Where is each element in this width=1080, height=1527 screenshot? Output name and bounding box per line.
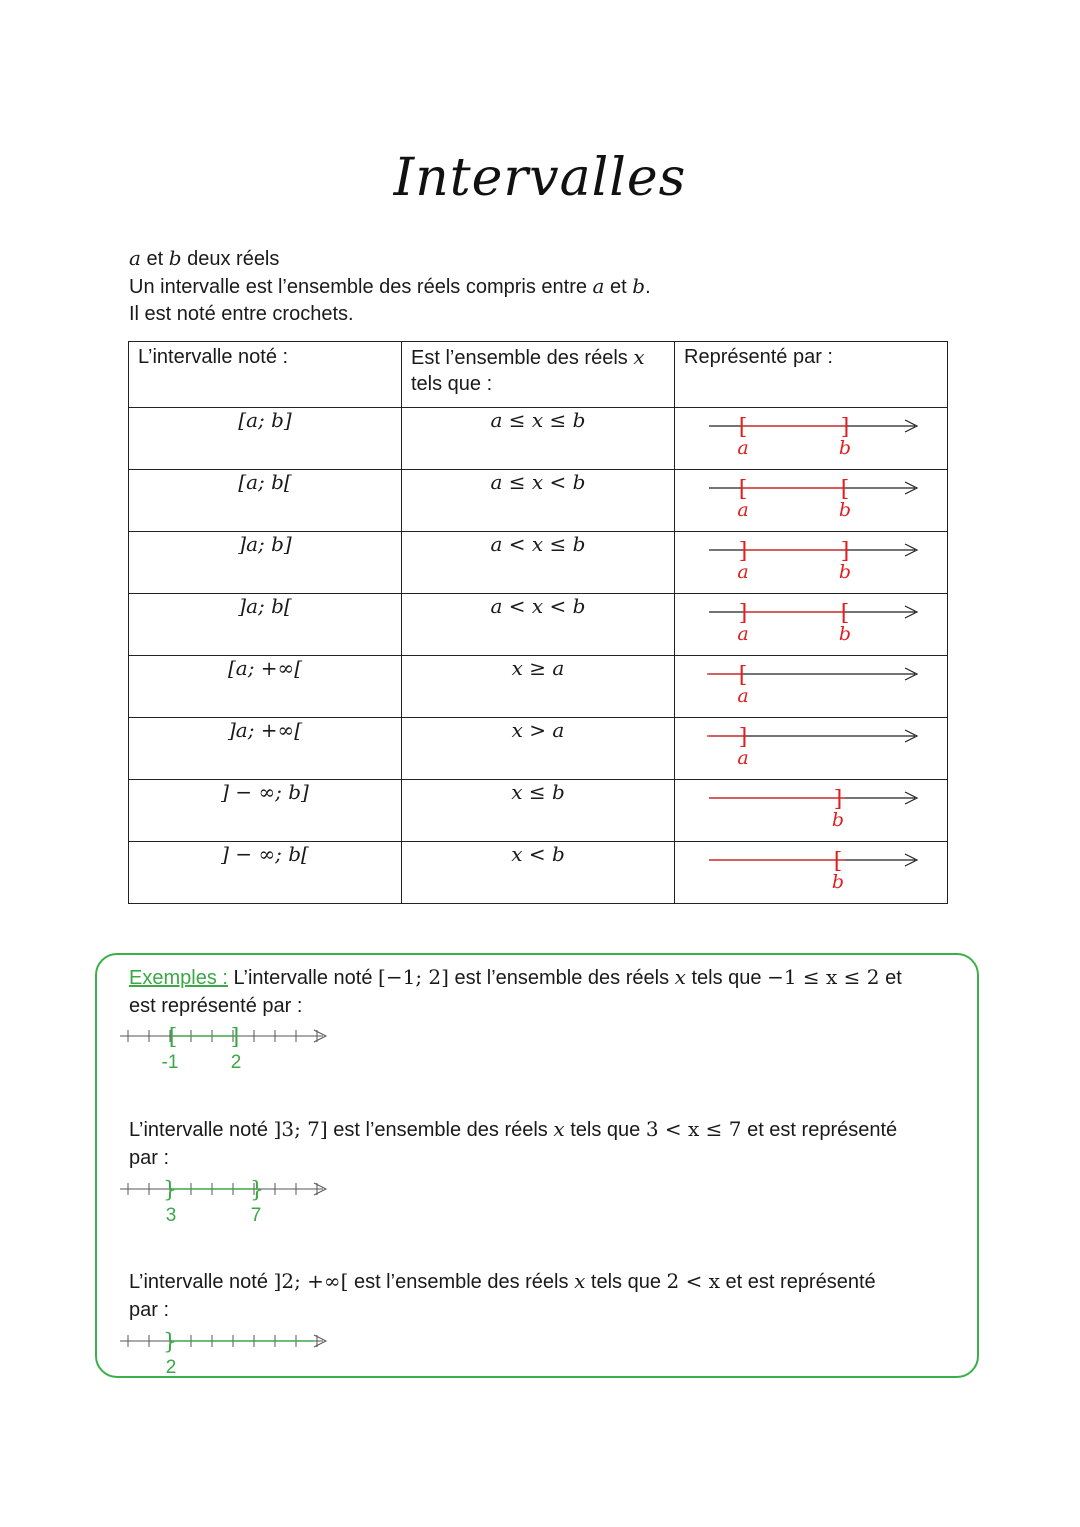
interval-representation bbox=[675, 656, 948, 718]
label-a: a bbox=[737, 437, 749, 459]
intro-line-2: Un intervalle est l’ensemble des réels compris entre a et b. bbox=[129, 274, 651, 298]
example-3-number-line bbox=[118, 1327, 338, 1379]
label-a: a bbox=[737, 561, 749, 583]
interval-condition: a < x < b bbox=[402, 594, 675, 656]
ex2-label-left: 3 bbox=[165, 1205, 177, 1226]
intro-line-1: a et b deux réels bbox=[129, 246, 280, 270]
interval-representation bbox=[675, 842, 948, 904]
bracket-mark: [ bbox=[840, 601, 850, 626]
table-row bbox=[129, 532, 948, 594]
label-a: a bbox=[737, 499, 749, 521]
interval-condition: x < b bbox=[402, 842, 675, 904]
interval-notation: ] − ∞; b] bbox=[129, 780, 402, 842]
interval-condition: x > a bbox=[402, 718, 675, 780]
table-row bbox=[129, 594, 948, 656]
ex1-label-right: 2 bbox=[230, 1052, 242, 1073]
bracket-mark: ] bbox=[840, 539, 850, 564]
interval-condition: a < x ≤ b bbox=[402, 532, 675, 594]
bracket-mark: ] bbox=[738, 539, 748, 564]
examples-heading: Exemples : bbox=[129, 967, 228, 989]
label-b: b bbox=[838, 623, 852, 645]
number-line bbox=[675, 780, 947, 840]
example-1-number-line bbox=[118, 1022, 338, 1074]
bracket-mark: ] bbox=[840, 415, 850, 440]
number-line bbox=[675, 594, 947, 654]
bracket-mark: ] bbox=[833, 787, 843, 812]
interval-notation: [a; b] bbox=[129, 408, 402, 470]
label-b: b bbox=[831, 809, 845, 831]
table-row bbox=[129, 718, 948, 780]
ex1-label-left: -1 bbox=[161, 1052, 179, 1073]
ex2-label-right: 7 bbox=[250, 1205, 262, 1226]
label-b: b bbox=[838, 437, 852, 459]
label-b: b bbox=[838, 561, 852, 583]
bracket-mark: ] bbox=[230, 1025, 240, 1050]
bracket-mark: [ bbox=[840, 477, 850, 502]
example-2-text: L’intervalle noté ]3; 7] est l’ensemble des réels x tels que 3 < x ≤ 7 et est représenté par : bbox=[129, 1117, 898, 1169]
intro-line-3: Il est noté entre crochets. bbox=[129, 303, 354, 325]
bracket-mark: } bbox=[163, 1178, 177, 1203]
ex3-label-left: 2 bbox=[165, 1357, 177, 1378]
number-line bbox=[675, 470, 947, 530]
interval-condition: x ≤ b bbox=[402, 780, 675, 842]
table-row bbox=[129, 842, 948, 904]
table-row bbox=[129, 408, 948, 470]
page-title: Intervalles bbox=[393, 148, 687, 208]
interval-condition: a ≤ x < b bbox=[402, 470, 675, 532]
number-line bbox=[675, 408, 947, 468]
interval-representation bbox=[675, 408, 948, 470]
bracket-mark: [ bbox=[738, 663, 748, 688]
intervals-table bbox=[128, 341, 948, 904]
label-b: b bbox=[838, 499, 852, 521]
table-row bbox=[129, 656, 948, 718]
interval-notation: ] − ∞; b[ bbox=[129, 842, 402, 904]
table-header-row bbox=[129, 342, 948, 408]
interval-notation: ]a; b[ bbox=[129, 594, 402, 656]
interval-notation: ]a; +∞[ bbox=[129, 718, 402, 780]
table-row bbox=[129, 470, 948, 532]
interval-representation bbox=[675, 718, 948, 780]
bracket-mark: [ bbox=[738, 477, 748, 502]
interval-representation bbox=[675, 532, 948, 594]
example-3-text: L’intervalle noté ]2; +∞[ est l’ensemble des réels x tels que 2 < x et est représenté par : bbox=[129, 1269, 876, 1321]
interval-representation bbox=[675, 470, 948, 532]
bracket-mark: } bbox=[250, 1178, 264, 1203]
table-row bbox=[129, 780, 948, 842]
bracket-mark: ] bbox=[738, 601, 748, 626]
interval-representation bbox=[675, 780, 948, 842]
example-1-text: Exemples : L’intervalle noté [−1; 2] est l’ensemble des réels x tels que −1 ≤ x ≤ 2 et est représenté par : bbox=[129, 965, 902, 1017]
interval-notation: ]a; b] bbox=[129, 532, 402, 594]
header-representation: Représenté par : bbox=[675, 342, 948, 408]
intro-text bbox=[129, 244, 651, 328]
header-interval: L’intervalle noté : bbox=[129, 342, 402, 408]
example-2-number-line bbox=[118, 1175, 338, 1227]
interval-representation bbox=[675, 594, 948, 656]
interval-condition: x ≥ a bbox=[402, 656, 675, 718]
number-line bbox=[675, 842, 947, 902]
header-condition: Est l’ensemble des réels x tels que : bbox=[402, 342, 675, 408]
label-b: b bbox=[831, 871, 845, 893]
bracket-mark: ] bbox=[738, 725, 748, 750]
number-line bbox=[675, 718, 947, 778]
label-a: a bbox=[737, 623, 749, 645]
interval-condition: a ≤ x ≤ b bbox=[402, 408, 675, 470]
interval-notation: [a; b[ bbox=[129, 470, 402, 532]
bracket-mark: } bbox=[163, 1330, 177, 1355]
label-a: a bbox=[737, 685, 749, 707]
number-line bbox=[675, 656, 947, 716]
label-a: a bbox=[737, 747, 749, 769]
bracket-mark: [ bbox=[168, 1025, 178, 1050]
bracket-mark: [ bbox=[833, 849, 843, 874]
bracket-mark: [ bbox=[738, 415, 748, 440]
number-line bbox=[675, 532, 947, 592]
interval-notation: [a; +∞[ bbox=[129, 656, 402, 718]
